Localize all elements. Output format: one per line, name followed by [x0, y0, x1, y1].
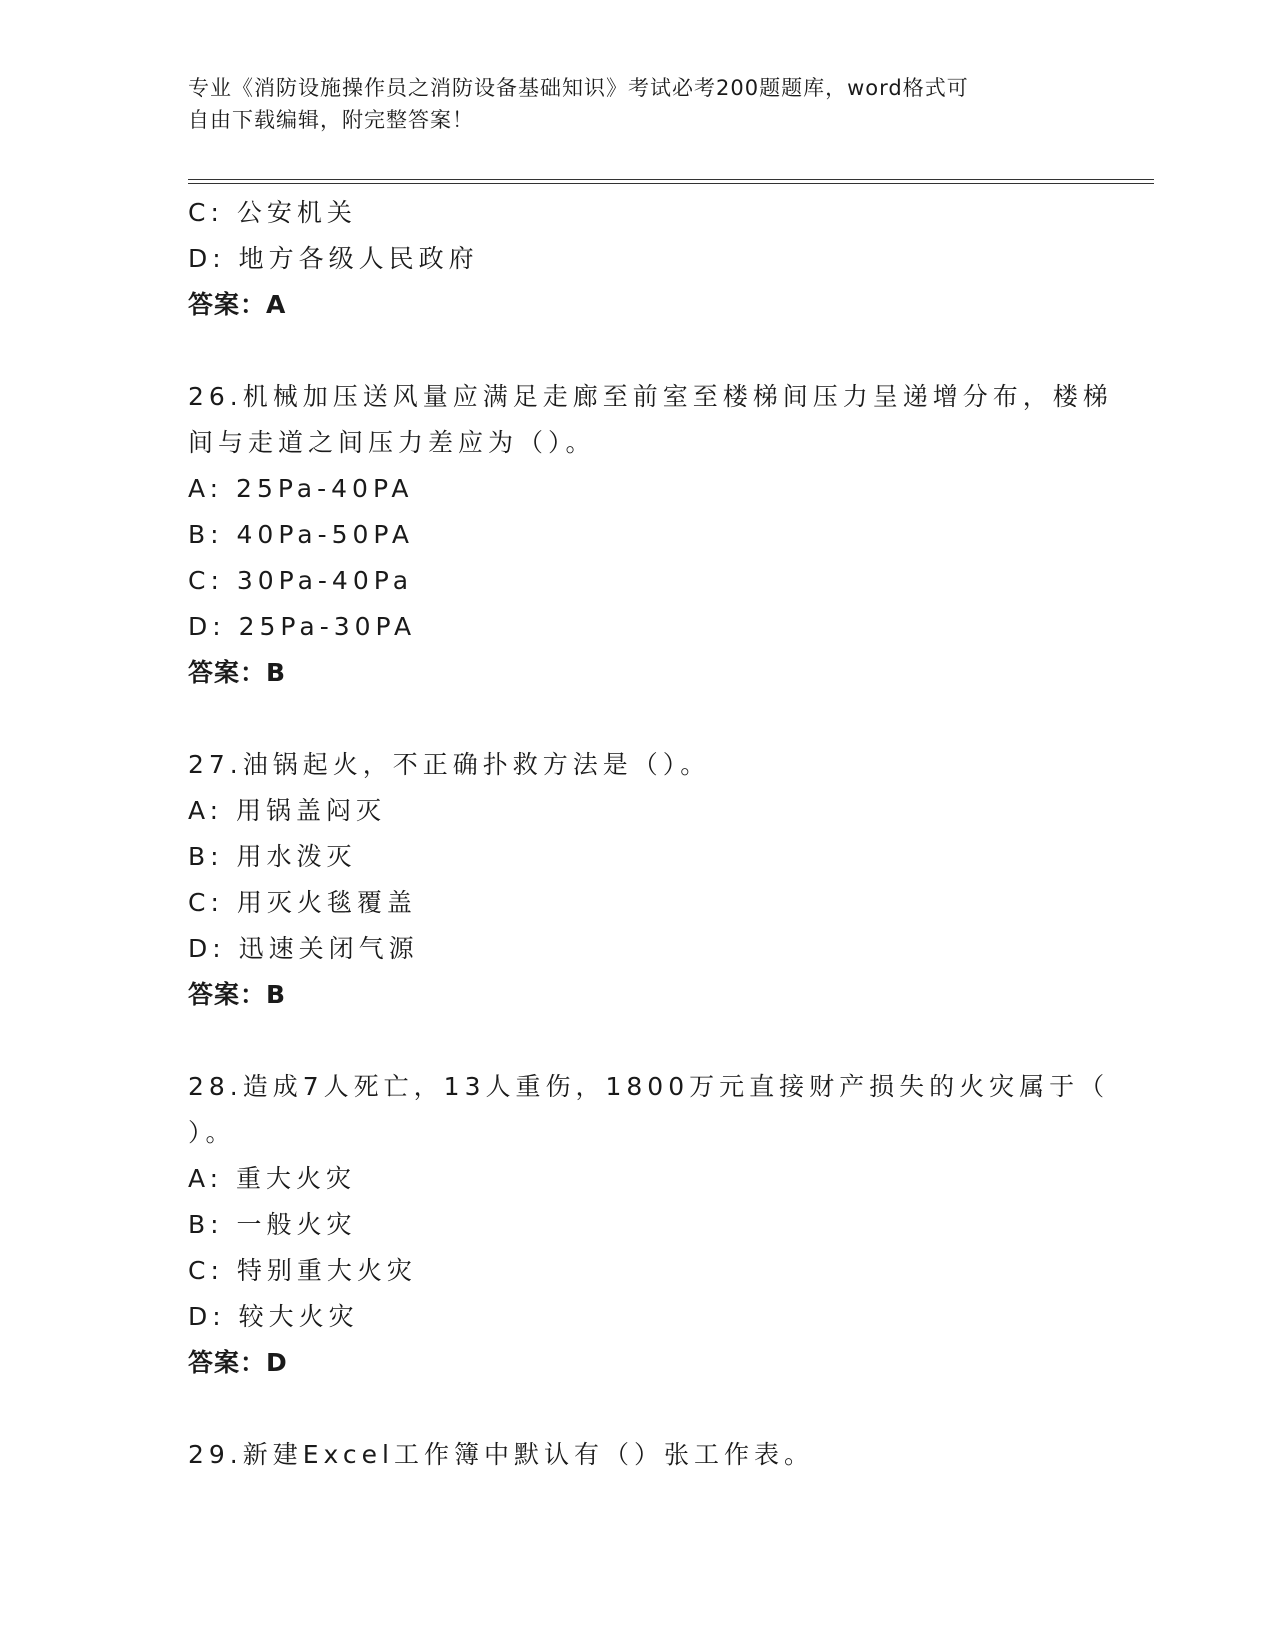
- question-list: [188, 190, 1113, 1478]
- document-header: [188, 72, 1088, 136]
- option-c: C: 特别重大火灾: [188, 1256, 417, 1285]
- header-title-line-1: 专业《消防设施操作员之消防设备基础知识》考试必考200题题库，word格式可: [188, 76, 969, 100]
- option-b: B: 用水泼灭: [188, 842, 357, 871]
- spacer: [188, 328, 1088, 374]
- option-c: C: 30Pa-40Pa: [188, 566, 414, 595]
- option-b: B: 40Pa-50PA: [188, 520, 415, 549]
- question-29: [188, 1432, 1088, 1478]
- answer-line: 答案：A: [188, 290, 287, 319]
- question-26: [188, 374, 1113, 696]
- header-divider-bottom: [188, 183, 1154, 184]
- question-stem: 29.新建Excel工作簿中默认有（）张工作表。: [188, 1440, 814, 1469]
- question-28: [188, 1064, 1110, 1386]
- answer-line: 答案：D: [188, 1348, 288, 1377]
- spacer: [188, 1018, 1088, 1064]
- question-25-tail: [188, 190, 1088, 328]
- question-27: [188, 742, 1088, 1018]
- answer-line: 答案：B: [188, 980, 287, 1009]
- option-d: D: 地方各级人民政府: [188, 244, 479, 273]
- question-stem-continued: ）。: [188, 1118, 236, 1147]
- header-divider-top: [188, 179, 1154, 180]
- option-c: C: 公安机关: [188, 198, 357, 227]
- answer-line: 答案：B: [188, 658, 287, 687]
- header-title-line-2: 自由下载编辑，附完整答案！: [188, 108, 474, 132]
- option-d: D: 25Pa-30PA: [188, 612, 417, 641]
- question-stem: 26.机械加压送风量应满足走廊至前室至楼梯间压力呈递增分布，楼梯: [188, 382, 1113, 411]
- option-c: C: 用灭火毯覆盖: [188, 888, 417, 917]
- option-b: B: 一般火灾: [188, 1210, 357, 1239]
- spacer: [188, 696, 1088, 742]
- question-stem: 28.造成7人死亡，13人重伤，1800万元直接财产损失的火灾属于（: [188, 1072, 1110, 1101]
- question-stem: 27.油锅起火，不正确扑救方法是（）。: [188, 750, 711, 779]
- option-d: D: 较大火灾: [188, 1302, 359, 1331]
- option-a: A: 用锅盖闷灭: [188, 796, 387, 825]
- spacer: [188, 1386, 1088, 1432]
- option-a: A: 重大火灾: [188, 1164, 357, 1193]
- option-a: A: 25Pa-40PA: [188, 474, 414, 503]
- option-d: D: 迅速关闭气源: [188, 934, 419, 963]
- question-stem-continued: 间与走道之间压力差应为（）。: [188, 428, 596, 457]
